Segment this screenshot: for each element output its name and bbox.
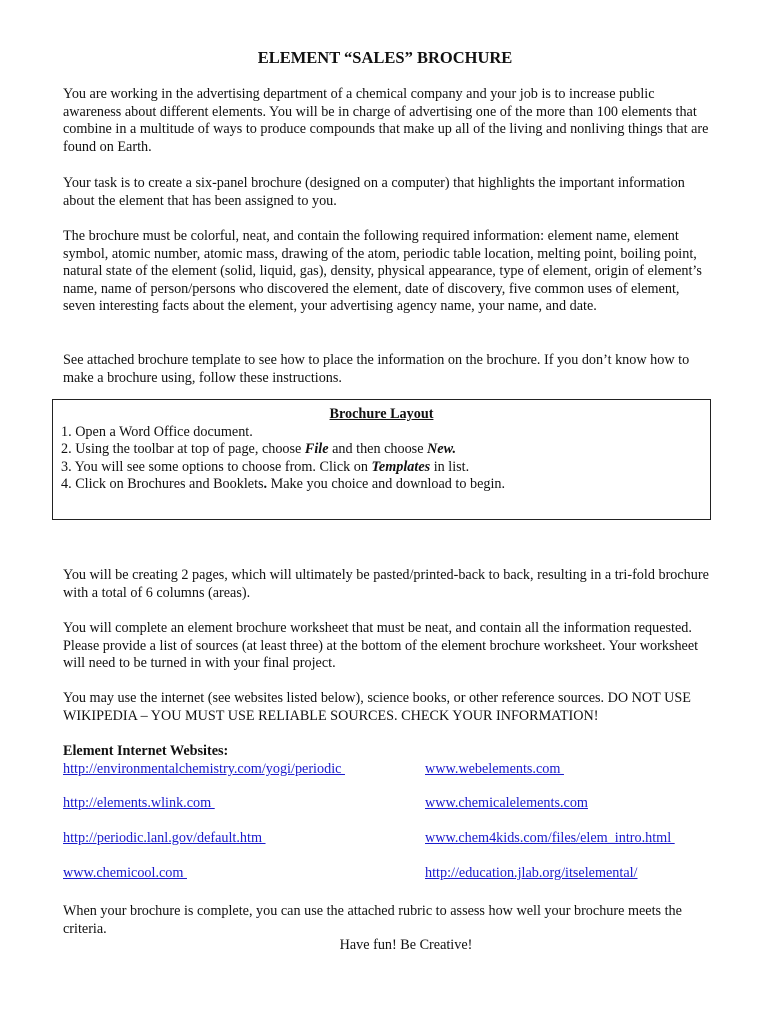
sources-paragraph: You may use the internet (see websites listed below), science books, or other reference sources. DO NOT USE WIKIPEDIA – YOU MUST USE RELIABLE SOURCES. CHECK YOUR INFORMATION! — [63, 690, 691, 724]
requirements-paragraph: The brochure must be colorful, neat, and contain the following required information: element name, element symbol, atomic number, atomic mass, drawing of the atom, periodic table location, melting point, boiling point, natural state of the element (solid, liquid, gas), density, physical appearance, type of element, origin of element’s name, name of person/persons who discovered the element, date of discovery, five common uses of element, seven interesting facts about the element, your advertising agency name, your name, and date. — [63, 228, 702, 315]
intro-paragraph: You are working in the advertising department of a chemical company and your job is to increase public awareness about different elements. You will be in charge of advertising one of the more than 100 elements that combine in a multitude of ways to produce compounds that make up all of the living and nonliving things that are found on Earth. — [63, 86, 709, 155]
website-link-environmentalchemistry[interactable]: http://environmentalchemistry.com/yogi/periodic — [63, 761, 345, 777]
website-link-webelements[interactable]: www.webelements.com — [425, 761, 564, 777]
worksheet-paragraph: You will complete an element brochure worksheet that must be neat, and contain all the information requested. Please provide a list of sources (at least three) at the bottom of the element brochure worksheet. Your worksheet will need to be turned in with your final project. — [63, 620, 699, 672]
layout-step-text: 1. Open a Word Office document. — [61, 423, 253, 440]
layout-step — [61, 424, 710, 442]
layout-step-text: Make you choice and download to begin. — [267, 476, 506, 493]
website-link-elements-wlink[interactable]: http://elements.wlink.com — [63, 795, 215, 811]
layout-step-text: in list. — [430, 458, 470, 475]
pages-paragraph: You will be creating 2 pages, which will ultimately be pasted/printed-back to back, resulting in a tri-fold brochure with a total of 6 columns (areas). — [63, 567, 709, 601]
website-link-chem4kids[interactable]: www.chem4kids.com/files/elem_intro.html — [425, 830, 675, 846]
website-link-chemicalelements[interactable]: www.chemicalelements.com — [425, 795, 588, 811]
layout-step-emphasis: Templates — [371, 458, 431, 475]
layout-step-text: 2. Using the toolbar at top of page, choose — [61, 441, 305, 458]
task-paragraph: Your task is to create a six-panel brochure (designed on a computer) that highlights the important information about the element that has been assigned to you. — [63, 175, 685, 209]
layout-step — [61, 459, 710, 477]
layout-step-emphasis: . — [263, 476, 268, 493]
signoff-text: Have fun! Be Creative! — [339, 937, 473, 953]
layout-step-emphasis: New. — [427, 441, 457, 458]
website-link-chemicool[interactable]: www.chemicool.com — [63, 865, 187, 881]
brochure-layout-box — [52, 399, 711, 520]
layout-step-emphasis: File — [304, 441, 329, 458]
website-link-jlab-itselemental[interactable]: http://education.jlab.org/itselemental/ — [425, 865, 638, 881]
layout-step-text: and then choose — [328, 441, 428, 458]
layout-step-text: 3. You will see some options to choose from. Click on — [61, 458, 372, 475]
closing-paragraph: When your brochure is complete, you can use the attached rubric to assess how well your brochure meets the criteria. — [63, 903, 682, 937]
websites-heading: Element Internet Websites: — [63, 743, 229, 759]
website-link-periodic-lanl[interactable]: http://periodic.lanl.gov/default.htm — [63, 830, 266, 846]
layout-step — [61, 441, 710, 459]
page-title: ELEMENT “SALES” BROCHURE — [257, 48, 513, 67]
layout-step-text: 4. Click on Brochures and Booklets — [61, 476, 264, 493]
brochure-layout-title: Brochure Layout — [329, 406, 434, 422]
template-paragraph: See attached brochure template to see how to place the information on the brochure. If you don’t know how to make a brochure using, follow these instructions. — [63, 352, 690, 386]
layout-step — [61, 476, 710, 494]
brochure-layout-steps — [53, 424, 710, 494]
